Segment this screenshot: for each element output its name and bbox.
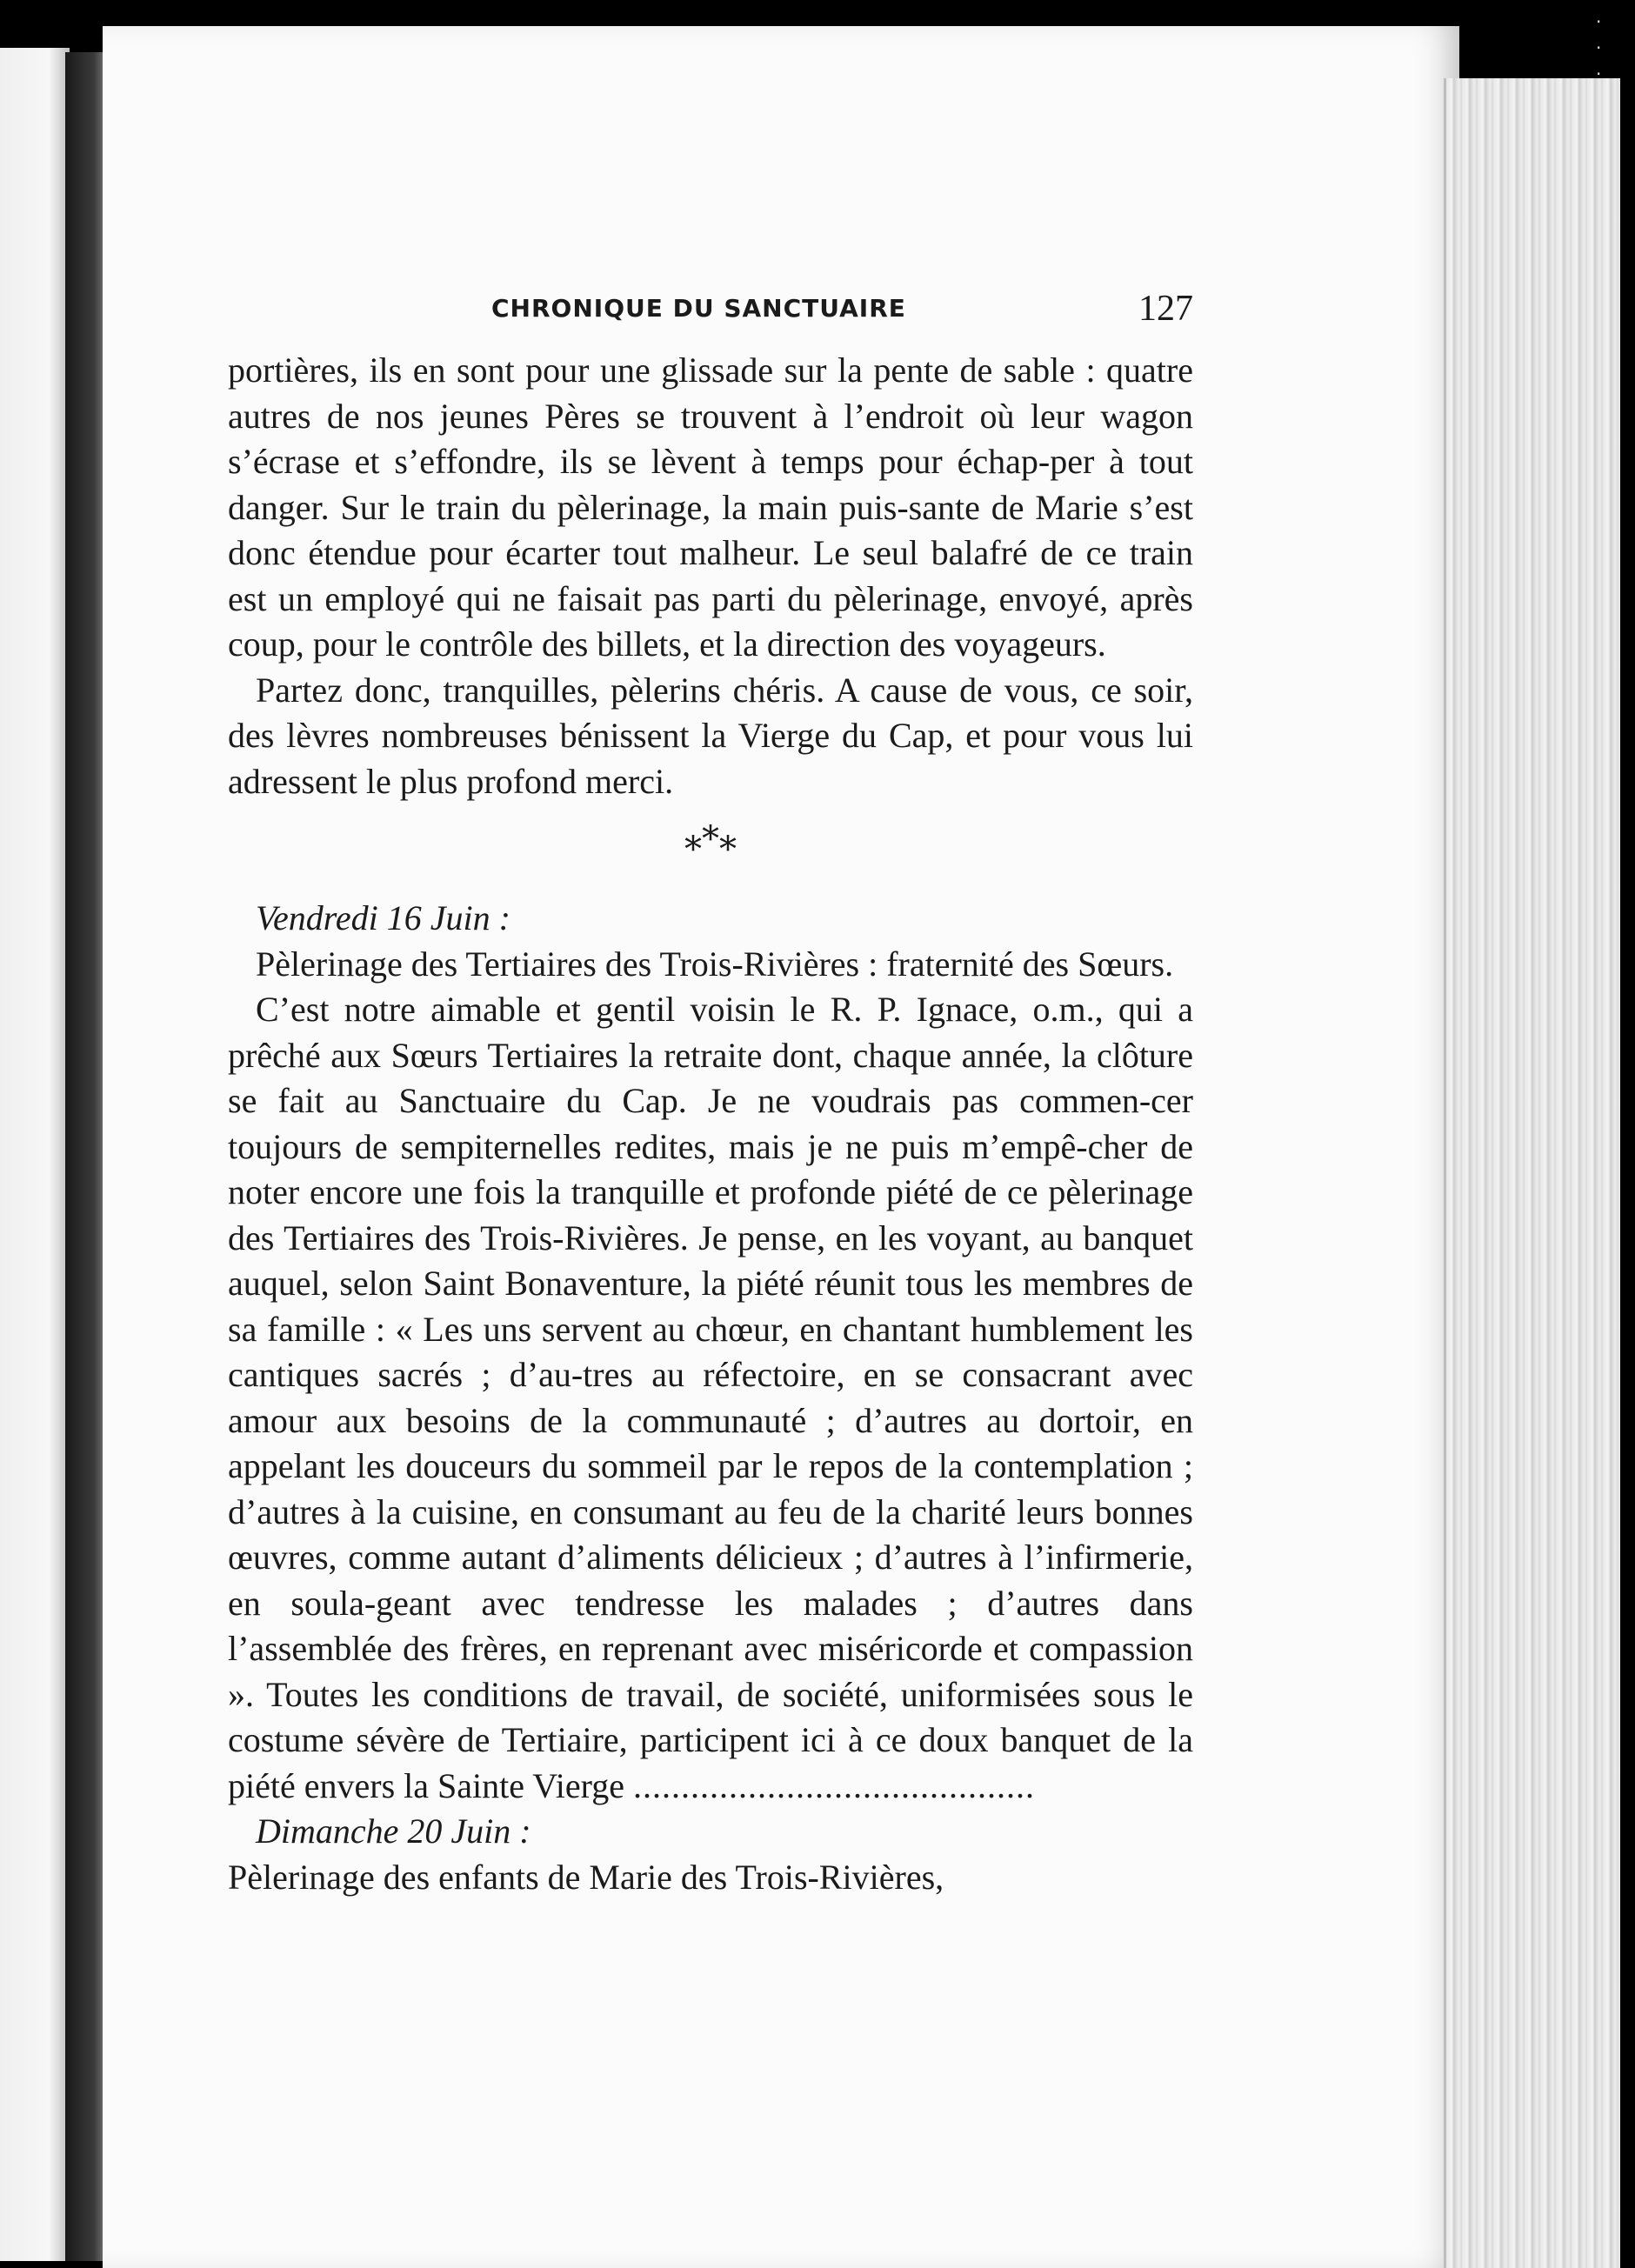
- date-heading-1: Vendredi 16 Juin :: [256, 898, 511, 937]
- running-title: CHRONIQUE DU SANCTUAIRE: [491, 294, 906, 323]
- asterism-star: *: [702, 819, 719, 859]
- paragraph-4-text: C’est notre aimable et gentil voisin le R. P. Ignace, o.m., qui a prêché aux Sœurs Tertiaires la retraite dont, chaque année, la clôture se fait au Sanctuaire du Cap. Je ne voudrais pas commen-cer toujours de sempiternelles redites, mais je ne puis m’empê-cher de noter encore une fois la tranquille et profonde piété de ce pèlerinage des Tertiaires des Trois-Rivières. Je pense, en les voyant, au banquet auquel, selon Saint Bonaventure, la piété réunit tous les membres de sa famille : « Les uns servent au chœur, en chantant humblement les cantiques sacrés ; d’au-tres au réfectoire, en se consacrant avec amour aux besoins de la communauté ; d’autres au dortoir, en appelant les douceurs du sommeil par le repos de la contemplation ; d’autres à la cuisine, en consumant au feu de la charité leurs bonnes œuvres, comme autant d’aliments délicieux ; d’autres à l’infirmerie, en soula-geant avec tendresse les malades ; d’autres dans l’assemblée des frères, en reprenant avec miséricorde et compassion ». Toutes les conditions de travail, de société, uniformisées sous le costume sévère de Tertiaire, participent ici à ce doux banquet de la piété envers la Sainte Vierge: [228, 990, 1193, 1805]
- previous-page-edge: [0, 48, 70, 2261]
- paragraph-4: [228, 987, 1193, 1809]
- asterism-star: *: [684, 830, 702, 870]
- page-stack-edge: [1444, 78, 1620, 2268]
- paragraph-3: Pèlerinage des Tertiaires des Trois-Rivières : fraternité des Sœurs.: [256, 944, 1174, 984]
- scan-speck-marks: · · ·: [1596, 11, 1602, 84]
- asterism-star: *: [719, 830, 737, 870]
- running-head: [228, 287, 1193, 337]
- paragraph-1: portières, ils en sont pour une glissade sur la pente de sable : quatre autres de nos jeunes Pères se trouvent à l’endroit où leur wagon s’écrase et s’effondre, ils se lèvent à temps pour échap-per à tout danger. Sur le train du pèlerinage, la main puis-sante de Marie s’est donc étendue pour écarter tout malheur. Le seul balafré de ce train est un employé qui ne faisait pas parti du pèlerinage, envoyé, après coup, pour le contrôle des billets, et la direction des voyageurs.: [228, 350, 1193, 664]
- paragraph-5: Pèlerinage des enfants de Marie des Trois-Rivières,: [228, 1857, 944, 1897]
- asterism-divider: [228, 804, 1193, 896]
- date-heading-2: Dimanche 20 Juin :: [256, 1811, 531, 1851]
- page-content: [228, 287, 1193, 1900]
- leader-dots: ..........................................: [632, 1765, 1035, 1805]
- paragraph-2: Partez donc, tranquilles, pèlerins chéris. A cause de vous, ce soir, des lèvres nombreuses bénissent la Vierge du Cap, et pour vous lui adressent le plus profond merci.: [228, 670, 1193, 801]
- page-number: 127: [1138, 289, 1193, 329]
